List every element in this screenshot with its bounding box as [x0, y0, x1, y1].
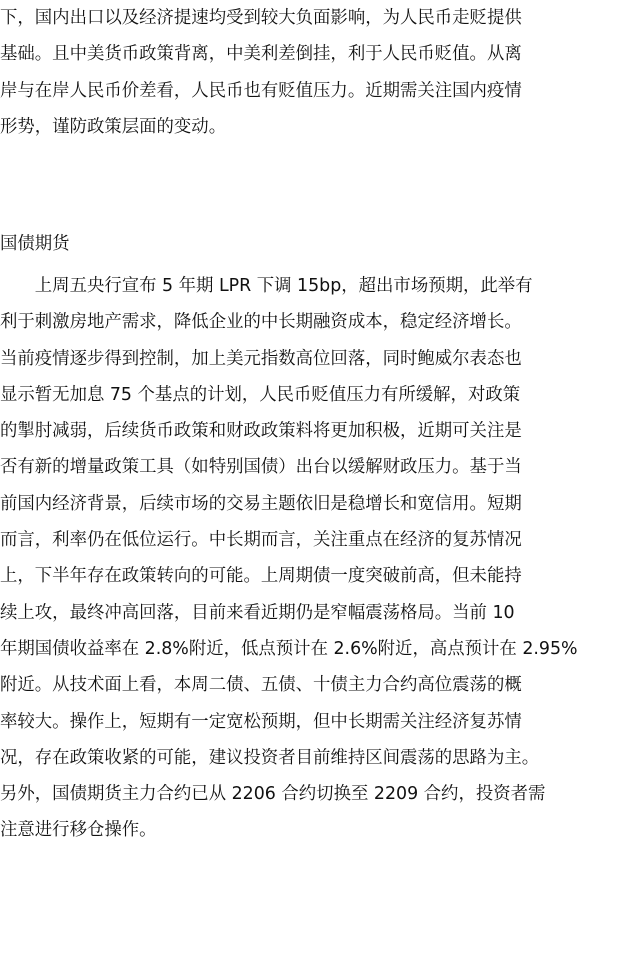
body-line: 续上攻，最终冲高回落，目前来看近期仍是窄幅震荡格局。当前 10 [0, 602, 515, 623]
body-line: 上，下半年存在政策转向的可能。上周期债一度突破前高，但未能持 [0, 566, 522, 587]
body-line: 注意进行移仓操作。 [0, 820, 157, 841]
intro-line: 岸与在岸人民币价差看，人民币也有贬值压力。近期需关注国内疫情 [0, 80, 522, 101]
intro-line: 下，国内出口以及经济提速均受到较大负面影响，为人民币走贬提供 [0, 8, 522, 28]
intro-line: 基础。且中美货币政策背离，中美利差倒挂，利于人民币贬值。从离 [0, 44, 522, 65]
body-line: 附近。从技术面上看，本周二债、五债、十债主力合约高位震荡的概 [0, 675, 522, 696]
section-paragraph [0, 268, 623, 849]
body-line: 况，存在政策收紧的可能，建议投资者目前维持区间震荡的思路为主。 [0, 747, 540, 768]
body-line: 上周五央行宣布 5 年期 LPR 下调 15bp，超出市场预期，此举有 [0, 276, 533, 296]
body-line: 而言，利率仍在低位运行。中长期而言，关注重点在经济的复苏情况 [0, 530, 522, 551]
body-line: 利于刺激房地产需求，降低企业的中长期融资成本，稳定经济增长。 [0, 312, 522, 333]
section-heading: 国债期货 [0, 234, 70, 254]
body-line: 年期国债收益率在 2.8%附近，低点预计在 2.6%附近，高点预计在 2.95% [0, 638, 578, 659]
body-line: 当前疫情逐步得到控制，加上美元指数高位回落，同时鲍威尔表态也 [0, 348, 522, 369]
body-line: 否有新的增量政策工具（如特别国债）出台以缓解财政压力。基于当 [0, 457, 522, 478]
body-line: 的掣肘减弱，后续货币政策和财政政策料将更加积极，近期可关注是 [0, 421, 522, 442]
body-line: 率较大。操作上，短期有一定宽松预期，但中长期需关注经济复苏情 [0, 711, 522, 732]
body-line: 前国内经济背景，后续市场的交易主题依旧是稳增长和宽信用。短期 [0, 493, 522, 514]
intro-paragraph [0, 0, 623, 145]
body-line: 显示暂无加息 75 个基点的计划，人民币贬值压力有所缓解，对政策 [0, 384, 521, 405]
body-line: 另外，国债期货主力合约已从 2206 合约切换至 2209 合约，投资者需 [0, 784, 546, 805]
intro-line: 形势，谨防政策层面的变动。 [0, 116, 227, 137]
